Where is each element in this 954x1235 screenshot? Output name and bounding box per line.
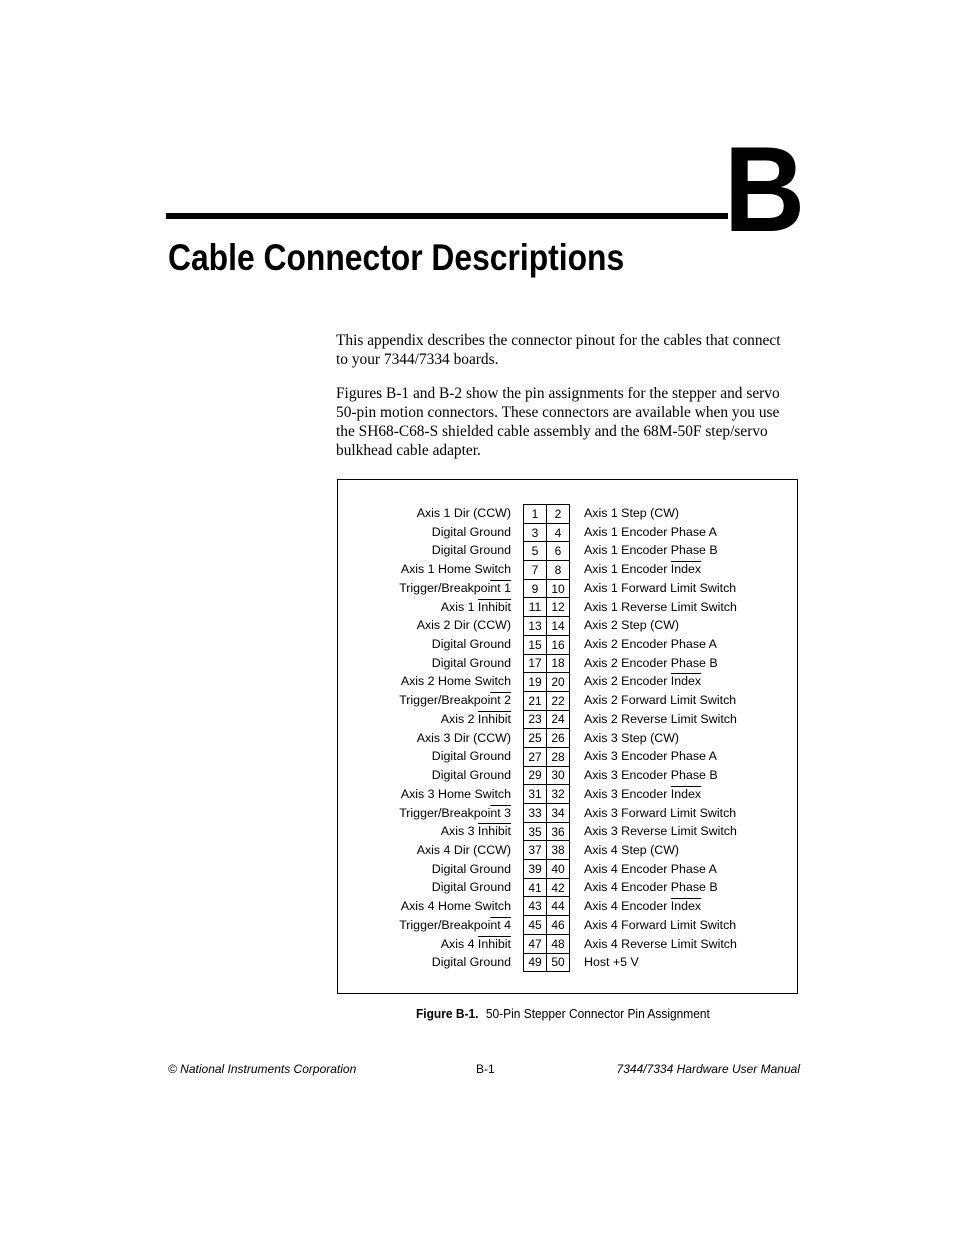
pin-label-active-low: nt 2 <box>490 693 511 708</box>
pin-label-left: Digital Ground <box>431 749 511 764</box>
pin-number: 34 <box>547 804 570 823</box>
pin-number: 50 <box>547 953 570 972</box>
chapter-letter: B <box>724 121 804 257</box>
pin-number: 49 <box>524 953 547 972</box>
pin-label-right: Axis 4 Forward Limit Switch <box>584 917 737 932</box>
pin-number: 4 <box>547 523 570 542</box>
pin-label-left <box>399 807 511 819</box>
pin-label-active-low: Inhibit <box>477 824 511 839</box>
pin-number: 33 <box>524 804 547 823</box>
pin-label-left: Axis 2 Home Switch <box>400 674 511 689</box>
pin-number: 21 <box>524 691 547 710</box>
pin-number: 23 <box>524 710 547 729</box>
pin-label-active-low: Index <box>670 899 702 914</box>
chapter-title: Cable Connector Descriptions <box>168 237 625 278</box>
pin-label-active-low: nt 3 <box>490 805 511 820</box>
pin-number: 10 <box>547 579 570 598</box>
pin-row <box>524 654 570 673</box>
pin-label-left: Axis 3 Home Switch <box>400 786 511 801</box>
pin-label-right: Axis 3 Encoder Phase B <box>584 768 718 783</box>
pin-label-left: Digital Ground <box>431 861 511 876</box>
footer-manual-title: 7344/7334 Hardware User Manual <box>616 1062 800 1076</box>
pin-number: 14 <box>547 617 570 636</box>
pin-row <box>524 673 570 692</box>
pin-number: 13 <box>524 617 547 636</box>
pin-label-active-low: Inhibit <box>477 711 511 726</box>
pin-label-text: Trigger/Breakpoi <box>399 580 491 595</box>
pin-label-right <box>584 900 701 912</box>
pin-label-left: Digital Ground <box>431 637 511 652</box>
pin-row <box>524 729 570 748</box>
pin-label-left: Axis 3 Dir (CCW) <box>416 730 511 745</box>
pin-number: 19 <box>524 673 547 692</box>
chapter-rule <box>166 213 728 219</box>
pin-table <box>523 504 570 972</box>
pin-row <box>524 542 570 561</box>
pin-label-right <box>584 563 701 575</box>
pin-label-right: Axis 4 Step (CW) <box>584 842 680 857</box>
pin-number: 45 <box>524 916 547 935</box>
pin-number: 27 <box>524 747 547 766</box>
pin-number: 37 <box>524 841 547 860</box>
pin-number: 9 <box>524 579 547 598</box>
pin-label-active-low: Index <box>670 674 702 689</box>
pin-label-left: Digital Ground <box>431 543 511 558</box>
pin-label-right: Axis 3 Step (CW) <box>584 730 680 745</box>
pin-label-right: Axis 2 Forward Limit Switch <box>584 693 737 708</box>
pin-number: 1 <box>524 505 547 524</box>
pin-row <box>524 598 570 617</box>
pin-number: 22 <box>547 691 570 710</box>
pin-number: 28 <box>547 747 570 766</box>
pin-label-right: Axis 3 Encoder Phase A <box>584 749 717 764</box>
pin-label-left <box>399 694 511 706</box>
pin-row <box>524 505 570 524</box>
pin-label-left <box>441 938 511 950</box>
pin-label-left: Digital Ground <box>431 880 511 895</box>
pin-label-left <box>441 601 511 613</box>
pin-number: 41 <box>524 878 547 897</box>
pin-label-left: Axis 2 Dir (CCW) <box>416 618 511 633</box>
pin-row <box>524 934 570 953</box>
pin-label-active-low: Inhibit <box>477 599 511 614</box>
pin-label-text: Trigger/Breakpoi <box>399 917 491 932</box>
pin-row <box>524 897 570 916</box>
pin-label-right: Axis 1 Forward Limit Switch <box>584 580 737 595</box>
pin-number: 17 <box>524 654 547 673</box>
pin-number: 18 <box>547 654 570 673</box>
pin-label-text: Axis 1 <box>440 599 478 614</box>
pin-number: 12 <box>547 598 570 617</box>
pin-number: 39 <box>524 860 547 879</box>
pin-row <box>524 878 570 897</box>
pin-label-left: Digital Ground <box>431 524 511 539</box>
pin-label-text: Trigger/Breakpoi <box>399 805 491 820</box>
pin-label-left <box>441 825 511 837</box>
pin-label-text: Axis 3 Encoder <box>584 786 671 801</box>
pin-number: 15 <box>524 635 547 654</box>
pin-label-right: Axis 1 Reverse Limit Switch <box>584 599 737 614</box>
pin-label-text: Axis 2 Encoder <box>584 674 671 689</box>
pin-label-right: Axis 2 Encoder Phase B <box>584 655 718 670</box>
pin-label-right: Axis 1 Step (CW) <box>584 506 680 520</box>
pin-label-right: Host +5 V <box>584 955 639 970</box>
pin-label-active-low: Index <box>670 562 702 577</box>
pin-label-text: Axis 2 <box>440 711 478 726</box>
pin-number: 11 <box>524 598 547 617</box>
pin-row <box>524 747 570 766</box>
pin-label-text: Axis 3 <box>440 824 478 839</box>
pin-row <box>524 561 570 580</box>
pin-label-active-low: nt 1 <box>490 580 511 595</box>
pin-row <box>524 617 570 636</box>
pin-label-left: Digital Ground <box>431 955 511 970</box>
pin-row <box>524 523 570 542</box>
pin-label-right: Axis 3 Forward Limit Switch <box>584 805 737 820</box>
figure-number: Figure B-1. <box>416 1006 479 1021</box>
intro-paragraph: This appendix describes the connector pinout for the cables that connect to your 7344/7334 boards. <box>336 332 781 368</box>
pin-number: 29 <box>524 766 547 785</box>
pin-number: 24 <box>547 710 570 729</box>
pin-label-left: Axis 1 Dir (CCW) <box>416 506 511 520</box>
pin-label-left: Axis 4 Home Switch <box>400 899 511 914</box>
footer-page-number: B-1 <box>476 1062 495 1076</box>
pin-label-active-low: Inhibit <box>477 936 511 951</box>
pin-row <box>524 916 570 935</box>
pin-label-left: Axis 4 Dir (CCW) <box>416 842 511 857</box>
pin-label-left: Digital Ground <box>431 768 511 783</box>
pin-label-right <box>584 788 701 800</box>
pin-row <box>524 804 570 823</box>
pin-number: 46 <box>547 916 570 935</box>
pin-label-right: Axis 2 Step (CW) <box>584 618 680 633</box>
pin-number: 5 <box>524 542 547 561</box>
pin-label-right: Axis 1 Encoder Phase A <box>584 524 717 539</box>
pin-number: 44 <box>547 897 570 916</box>
pin-number: 8 <box>547 561 570 580</box>
pin-label-left: Axis 1 Home Switch <box>400 562 511 577</box>
pin-number: 3 <box>524 523 547 542</box>
pin-number: 47 <box>524 934 547 953</box>
pin-number: 48 <box>547 934 570 953</box>
pin-label-left <box>399 582 511 594</box>
pin-row <box>524 785 570 804</box>
pin-label-left: Digital Ground <box>431 655 511 670</box>
pin-label-right: Axis 3 Reverse Limit Switch <box>584 824 737 839</box>
pin-number: 32 <box>547 785 570 804</box>
pin-number: 30 <box>547 766 570 785</box>
pin-label-right: Axis 2 Reverse Limit Switch <box>584 711 737 726</box>
pin-number: 42 <box>547 878 570 897</box>
pin-number: 16 <box>547 635 570 654</box>
pin-label-text: Axis 1 Encoder <box>584 562 671 577</box>
pin-number: 25 <box>524 729 547 748</box>
pin-label-left <box>441 713 511 725</box>
pin-label-right: Axis 1 Encoder Phase B <box>584 543 718 558</box>
pin-number: 20 <box>547 673 570 692</box>
pin-label-right: Axis 4 Encoder Phase A <box>584 861 717 876</box>
pin-number: 38 <box>547 841 570 860</box>
pin-number: 26 <box>547 729 570 748</box>
pin-row <box>524 953 570 972</box>
pin-label-active-low: Index <box>670 786 702 801</box>
pin-row <box>524 860 570 879</box>
pin-label-right: Axis 4 Encoder Phase B <box>584 880 718 895</box>
figure-caption <box>416 1006 710 1021</box>
pin-label-right: Axis 4 Reverse Limit Switch <box>584 936 737 951</box>
pin-row <box>524 710 570 729</box>
pin-row <box>524 822 570 841</box>
pin-number: 2 <box>547 505 570 524</box>
pin-number: 31 <box>524 785 547 804</box>
pin-label-text: Trigger/Breakpoi <box>399 693 491 708</box>
pin-label-text: Axis 4 <box>440 936 478 951</box>
pin-label-text: Axis 4 Encoder <box>584 899 671 914</box>
pin-number: 36 <box>547 822 570 841</box>
pin-row <box>524 579 570 598</box>
pin-label-right: Axis 2 Encoder Phase A <box>584 637 717 652</box>
pin-number: 35 <box>524 822 547 841</box>
pin-label-right <box>584 675 701 687</box>
pin-number: 43 <box>524 897 547 916</box>
pin-number: 40 <box>547 860 570 879</box>
pin-number: 6 <box>547 542 570 561</box>
pin-label-active-low: nt 4 <box>490 917 511 932</box>
figure-caption-text: 50-Pin Stepper Connector Pin Assignment <box>485 1006 710 1021</box>
pin-row <box>524 766 570 785</box>
pin-row <box>524 635 570 654</box>
pin-row <box>524 691 570 710</box>
figures-paragraph: Figures B-1 and B-2 show the pin assignments for the stepper and servo 50-pin motion connectors. These connectors are available when you use the SH68-C68-S shielded cable assembly and the 68M-50F step/servo bulkhead cable adapter. <box>336 385 780 459</box>
pin-label-left <box>399 919 511 931</box>
pin-number: 7 <box>524 561 547 580</box>
pin-row <box>524 841 570 860</box>
footer-copyright: © National Instruments Corporation <box>168 1062 357 1076</box>
